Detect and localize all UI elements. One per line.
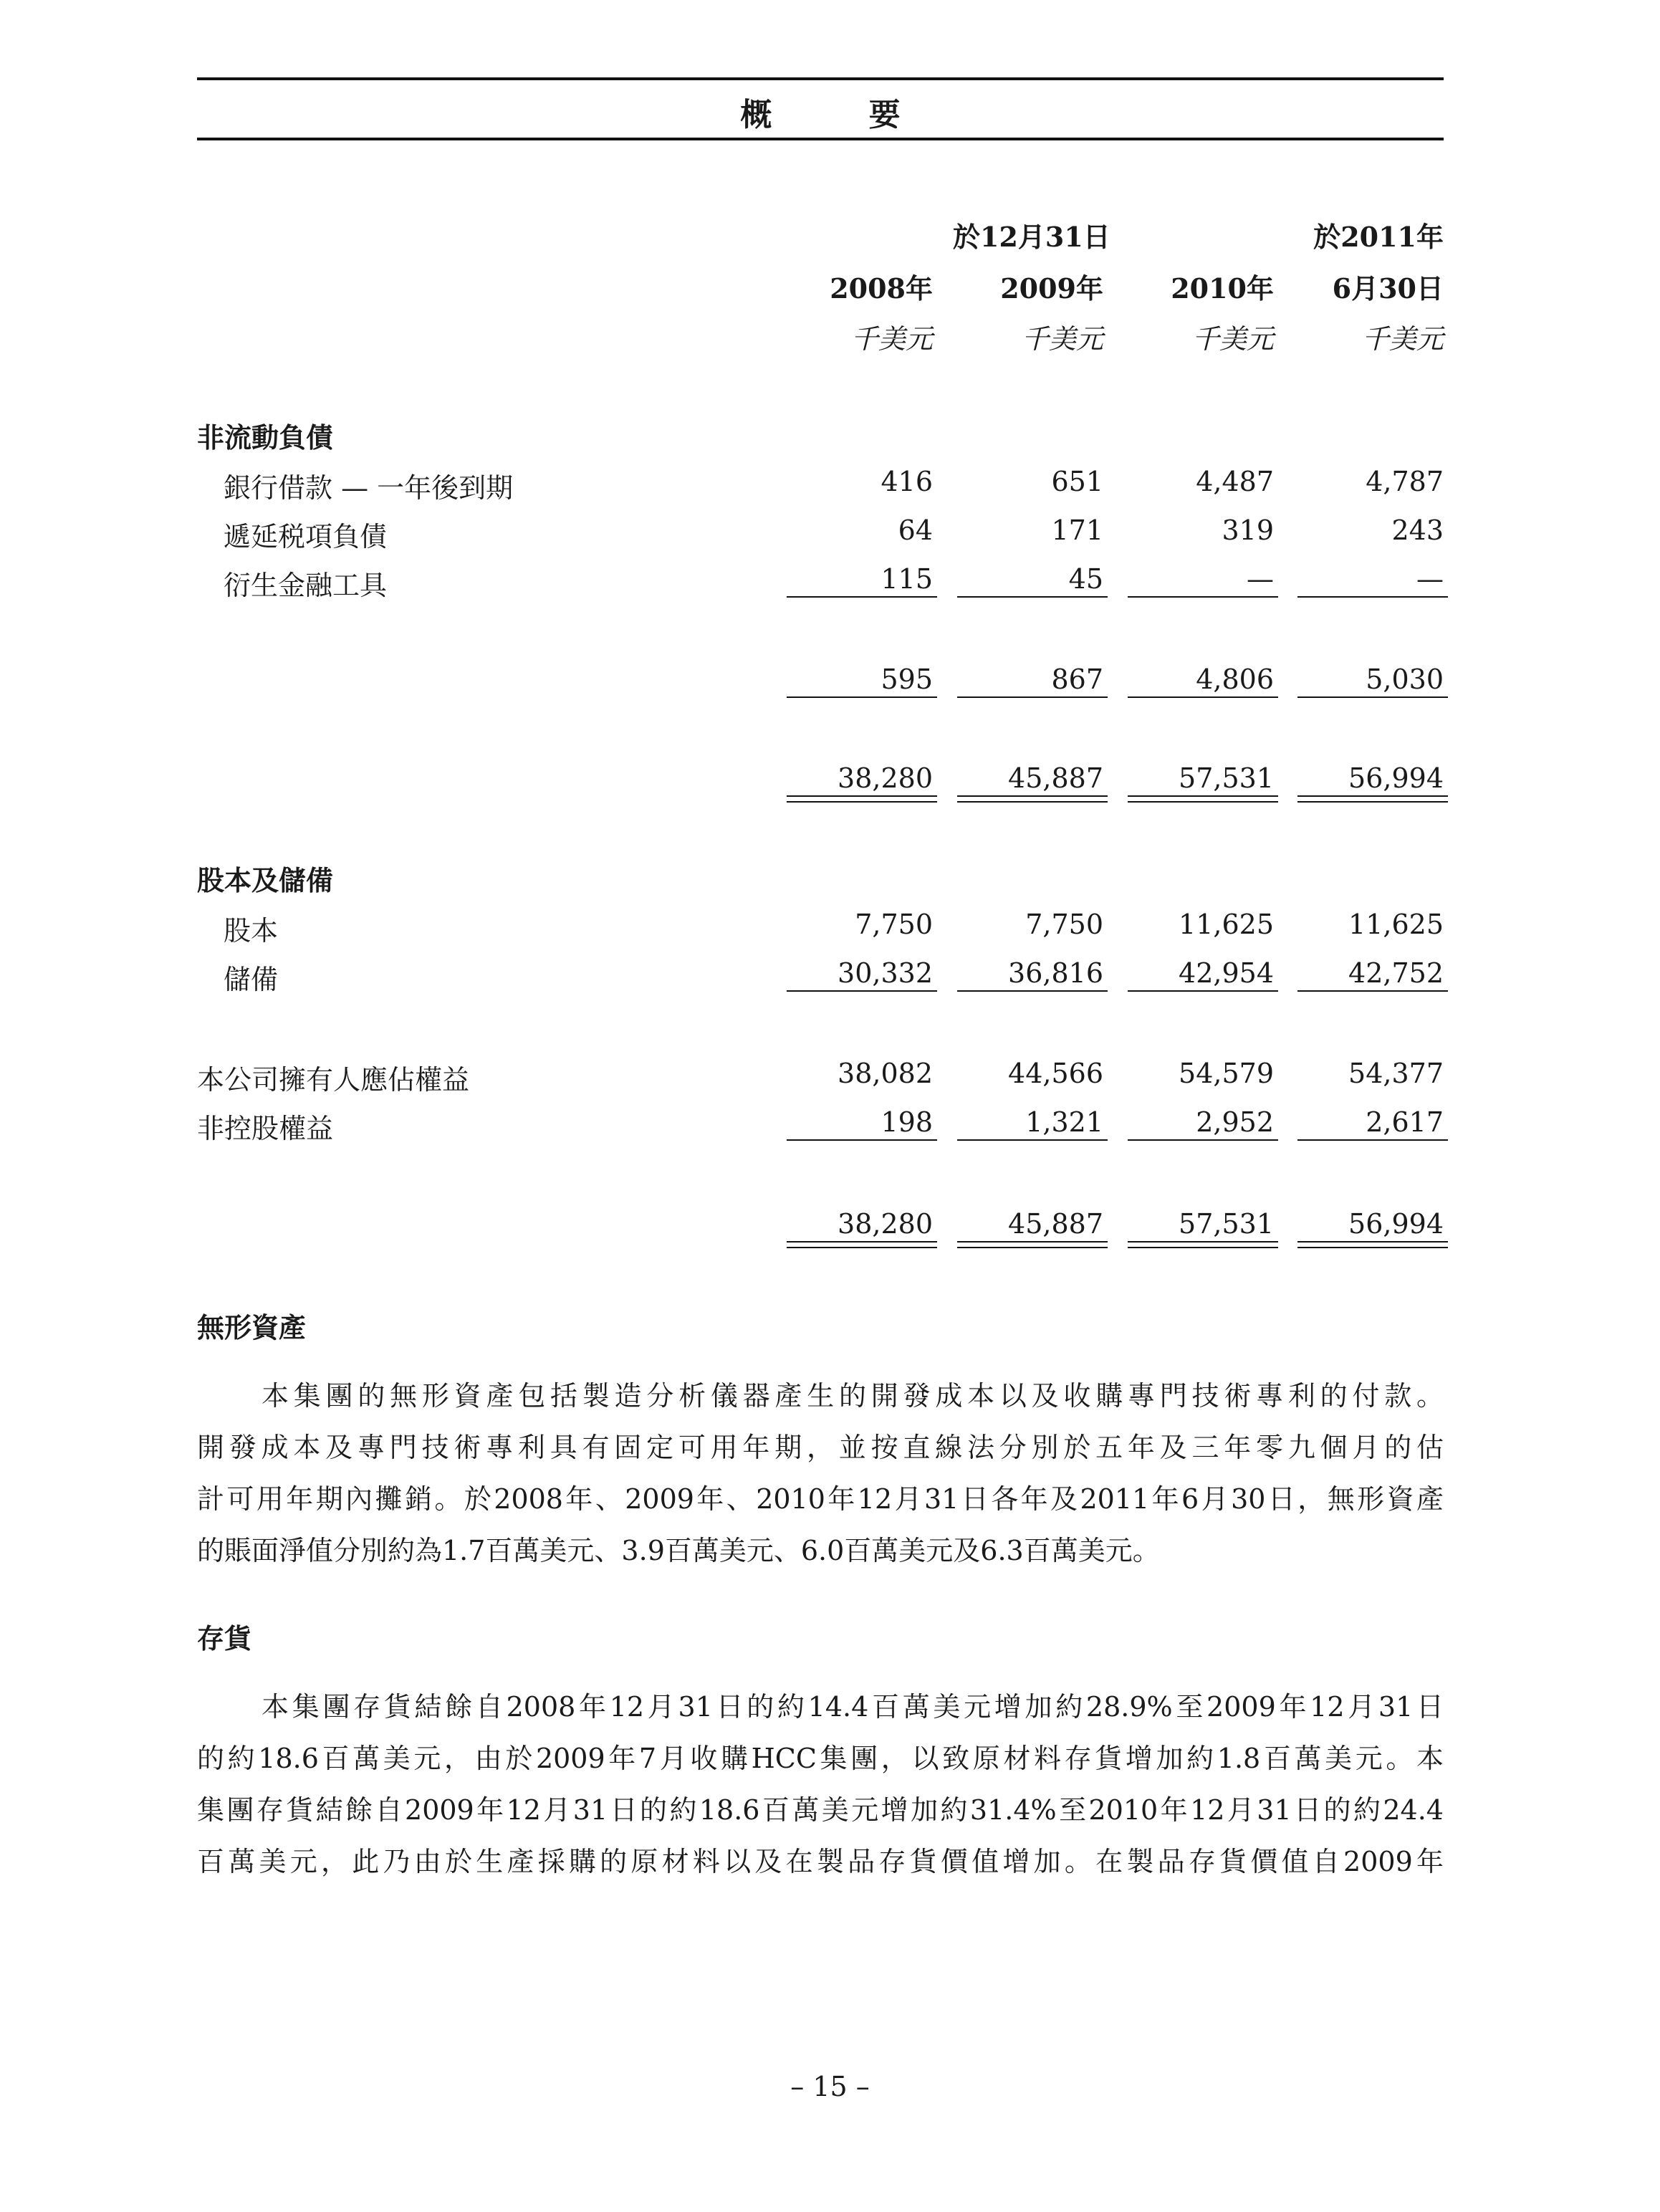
row-label: 股本 <box>224 915 279 947</box>
underline <box>957 696 1108 698</box>
double-underline <box>787 801 937 803</box>
col-unit-3: 千美元 <box>1191 323 1274 355</box>
total-cell: 56,994 <box>1348 762 1444 794</box>
subtotal-cell: 5,030 <box>1366 664 1444 695</box>
paragraph-line: 本集團存貨結餘自2008年12月31日的約14.4百萬美元增加約28.9%至2009年12月31日 <box>262 1691 1444 1723</box>
table-cell: 171 <box>1051 514 1103 546</box>
paragraph-line: 的賬面淨值分別約為1.7百萬美元、3.9百萬美元、6.0百萬美元及6.3百萬美元。 <box>197 1535 1160 1566</box>
section-title-intangible-assets: 無形資產 <box>197 1311 307 1344</box>
underline <box>1128 990 1278 992</box>
col-unit-1: 千美元 <box>850 323 933 355</box>
table-cell: 44,566 <box>1008 1058 1103 1089</box>
subtotal-cell: 595 <box>881 664 933 695</box>
table-cell: 54,377 <box>1348 1058 1444 1089</box>
table-cell: 11,625 <box>1179 909 1274 940</box>
double-underline <box>957 795 1108 797</box>
total-cell: 45,887 <box>1008 762 1103 794</box>
header-right-label: 於2011年 <box>1313 221 1444 253</box>
subtotal-cell: 867 <box>1051 664 1103 695</box>
total-cell: 38,280 <box>838 762 933 794</box>
table-cell: 36,816 <box>1008 957 1103 989</box>
row-label: 銀行借款 — 一年後到期 <box>224 472 514 504</box>
total-cell: 57,531 <box>1179 1208 1274 1240</box>
underline <box>1128 596 1278 598</box>
top-rule <box>197 77 1444 80</box>
double-underline <box>1128 795 1278 797</box>
double-underline <box>957 1247 1108 1248</box>
double-underline <box>1297 795 1448 797</box>
table-cell: 2,617 <box>1366 1106 1444 1138</box>
page-number: – 15 – <box>790 2071 870 2102</box>
table-cell: 42,954 <box>1179 957 1274 989</box>
section-title-inventory: 存貨 <box>197 1622 252 1655</box>
col-unit-4: 千美元 <box>1361 323 1444 355</box>
table-cell: 38,082 <box>838 1058 933 1089</box>
paragraph-line: 計可用年期內攤銷。於2008年、2009年、2010年12月31日各年及2011年6月30日，無形資產 <box>197 1483 1444 1515</box>
underline <box>1297 596 1448 598</box>
table-cell: 42,752 <box>1348 957 1444 989</box>
underline <box>1297 1139 1448 1141</box>
table-cell: 1,321 <box>1025 1106 1103 1138</box>
paragraph-line: 集團存貨結餘自2009年12月31日的約18.6百萬美元增加約31.4%至2010年12月31日的約24.4 <box>197 1794 1444 1826</box>
col-header-2009: 2009年 <box>1000 272 1103 305</box>
table-cell: 7,750 <box>1025 909 1103 940</box>
double-underline <box>1297 1247 1448 1248</box>
underline <box>787 596 937 598</box>
underline <box>1297 696 1448 698</box>
table-cell: 651 <box>1051 466 1103 497</box>
table-cell: 54,579 <box>1179 1058 1274 1089</box>
underline <box>1128 696 1278 698</box>
row-label: 本公司擁有人應佔權益 <box>197 1064 470 1096</box>
double-underline <box>787 795 937 797</box>
paragraph-line: 開發成本及專門技術專利具有固定可用年期，並按直線法分別於五年及三年零九個月的估 <box>197 1432 1444 1463</box>
table-cell: 198 <box>881 1106 933 1138</box>
table-cell: 11,625 <box>1348 909 1444 940</box>
double-underline <box>787 1241 937 1243</box>
table-cell: 243 <box>1391 514 1444 546</box>
total-cell: 56,994 <box>1348 1208 1444 1240</box>
table-cell: — <box>1416 563 1444 595</box>
col-header-jun30: 6月30日 <box>1332 272 1444 305</box>
table-cell: 30,332 <box>838 957 933 989</box>
title-underline <box>197 138 1444 140</box>
inventory-paragraph <box>197 1681 1444 1887</box>
table-cell: 4,487 <box>1196 466 1274 497</box>
header-group-label: 於12月31日 <box>953 221 1110 253</box>
subtotal-cell: 4,806 <box>1196 664 1274 695</box>
table-cell: 115 <box>881 563 933 595</box>
total-cell: 38,280 <box>838 1208 933 1240</box>
table-cell: 416 <box>881 466 933 497</box>
underline <box>787 696 937 698</box>
total-cell: 57,531 <box>1179 762 1274 794</box>
page-title: 概 要 <box>740 97 944 133</box>
underline <box>1297 990 1448 992</box>
underline <box>787 1139 937 1141</box>
section-title-capital-reserves: 股本及儲備 <box>197 864 334 896</box>
table-cell: 7,750 <box>855 909 933 940</box>
double-underline <box>787 1247 937 1248</box>
col-header-2008: 2008年 <box>830 272 933 305</box>
table-cell: — <box>1247 563 1274 595</box>
double-underline <box>1128 1241 1278 1243</box>
underline <box>787 990 937 992</box>
double-underline <box>1297 1241 1448 1243</box>
table-cell: 4,787 <box>1366 466 1444 497</box>
table-cell: 2,952 <box>1196 1106 1274 1138</box>
section-title-non-current-liabilities: 非流動負債 <box>197 421 334 454</box>
double-underline <box>957 801 1108 803</box>
table-cell: 45 <box>1068 563 1103 595</box>
intangible-paragraph <box>197 1370 1444 1576</box>
double-underline <box>1297 801 1448 803</box>
double-underline <box>957 1241 1108 1243</box>
underline <box>1128 1139 1278 1141</box>
paragraph-line: 的約18.6百萬美元，由於2009年7月收購HCC集團，以致原材料存貨增加約1.8百萬美元。本 <box>197 1743 1444 1774</box>
paragraph-line: 百萬美元，此乃由於生產採購的原材料以及在製品存貨價值增加。在製品存貨價值自2009年 <box>197 1846 1444 1877</box>
paragraph-line: 本集團的無形資產包括製造分析儀器產生的開發成本以及收購專門技術專利的付款。 <box>262 1380 1444 1412</box>
underline <box>957 990 1108 992</box>
table-cell: 64 <box>898 514 933 546</box>
row-label: 衍生金融工具 <box>224 570 388 601</box>
table-cell: 319 <box>1222 514 1274 546</box>
col-unit-2: 千美元 <box>1021 323 1103 355</box>
total-cell: 45,887 <box>1008 1208 1103 1240</box>
double-underline <box>1128 1247 1278 1248</box>
row-label: 儲備 <box>224 964 279 995</box>
row-label: 遞延税項負債 <box>224 521 388 552</box>
double-underline <box>1128 801 1278 803</box>
underline <box>957 1139 1108 1141</box>
col-header-2010: 2010年 <box>1171 272 1274 305</box>
underline <box>957 596 1108 598</box>
row-label: 非控股權益 <box>197 1113 334 1144</box>
